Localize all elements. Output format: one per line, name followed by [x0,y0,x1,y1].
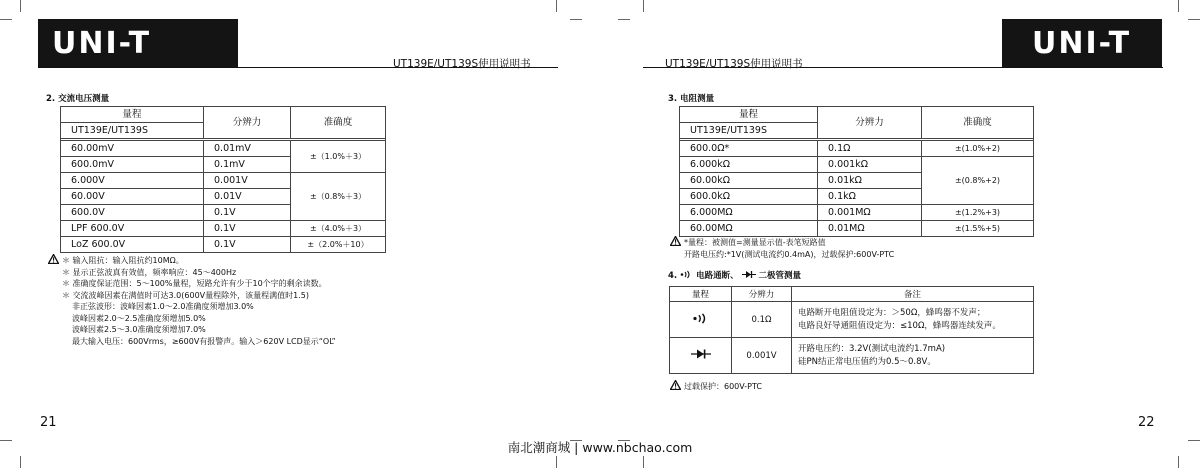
resolution-cell: 0.1Ω [732,302,792,338]
note-line: 波峰因素2.5～3.0准确度须增加7.0% [72,325,206,334]
brand-logo-right: UNI-T [1032,26,1132,61]
crop-mark [20,456,21,468]
crop-mark [0,19,12,20]
accuracy-cell: ±（1.0%＋3） [291,141,386,173]
note-line: 波峰因素2.0～2.5准确度须增加5.0% [72,313,206,323]
crop-mark [570,19,582,20]
range-cell: 60.00V [61,189,204,205]
diode-icon [691,353,711,363]
accuracy-cell: ±（2.0%＋10） [291,237,386,253]
header-resolution: 分辨力 [818,107,922,139]
range-cell [670,338,732,374]
header-accuracy: 准确度 [922,107,1034,139]
section-number: 4. [668,271,678,281]
footer-watermark: 南北潮商城 | www.nbchao.com [507,440,693,455]
crop-mark [556,456,557,468]
remark-line: 开路电压约：3.2V(测试电流约1.7mA) [798,343,946,354]
note-line: 过载保护：600V-PTC [684,382,762,391]
range-cell: 60.00MΩ [680,221,818,237]
resolution-cell: 0.001V [732,338,792,374]
accuracy-cell: ±（0.8%＋3） [291,173,386,221]
resolution-cell: 0.01MΩ [818,221,922,237]
notes-resistance [670,236,894,260]
note-line: *量程：被测值=测量显示值-表笔短路值 [684,238,826,247]
diode-icon [742,270,756,282]
remark-line: 硅PN结正常电压值约为0.5～0.8V。 [798,356,936,367]
crop-mark [556,0,557,12]
range-cell: 600.0Ω* [680,141,818,157]
remark-line: 电路断开电阻值设定为：＞50Ω，蜂鸣器不发声； [798,307,986,318]
accuracy-cell: ±（4.0%＋3） [291,221,386,237]
resolution-cell: 0.001MΩ [818,205,922,221]
crop-mark [643,456,644,468]
range-cell: LPF 600.0V [61,221,204,237]
section-label: 二极管测量 [758,271,802,281]
header-range: 量程 [670,287,732,302]
resolution-cell: 0.01V [204,189,291,205]
accuracy-cell: ±(1.2%+3) [922,205,1034,221]
header-range: 量程 [61,107,204,123]
page-number-right: 22 [1138,415,1155,430]
crop-mark [618,19,630,20]
resolution-cell: 0.1Ω [818,141,922,157]
remark-cell [792,302,1034,338]
header-accuracy: 准确度 [291,107,386,139]
range-cell: 60.00mV [61,141,204,157]
note-line: 最大输入电压：600Vrms，≥600V有报警声。输入＞620V LCD显示“OL” [72,336,336,346]
header-range: 量程 [680,107,818,123]
header-model: UT139E/UT139S [680,123,818,139]
resolution-cell: 0.1V [204,237,291,253]
continuity-diode-table [669,286,1034,374]
crop-mark [1178,456,1179,468]
resistance-spec-table [679,106,1034,237]
resolution-cell: 0.001kΩ [818,157,922,173]
section-label: 电路通断、 [696,271,739,281]
header-title-left: UT139E/UT139S使用说明书 [393,58,531,70]
page-number-left: 21 [40,415,57,430]
section-title-continuity-diode [668,269,801,282]
note-line: ＊ 显示正弦波真有效值，频率响应：45～400Hz [62,267,237,277]
continuity-icon [692,317,710,327]
crop-mark [1178,0,1179,12]
note-line: 非正弦波形：波峰因素1.0～2.0准确度须增加3.0% [72,302,254,311]
resolution-cell: 0.001V [204,173,291,189]
accuracy-cell: ±(1.5%+5) [922,221,1034,237]
overload-note [670,380,762,393]
range-cell: 600.0mV [61,157,204,173]
range-cell: 6.000V [61,173,204,189]
warning-icon [670,236,681,246]
range-cell: 600.0V [61,205,204,221]
notes-ac-voltage [48,254,336,347]
crop-mark [1188,19,1200,20]
range-cell: LoZ 600.0V [61,237,204,253]
resolution-cell: 0.01mV [204,141,291,157]
accuracy-cell: ±(1.0%+2) [922,141,1034,157]
note-line: 开路电压约:*1V(测试电流约0.4mA)，过载保护:600V-PTC [684,249,895,259]
note-line: ＊ 交流波峰因素在满值时可达3.0(600V量程除外，该量程满值时1.5) [62,290,309,300]
range-cell [670,302,732,338]
resolution-cell: 0.1kΩ [818,189,922,205]
note-line: ＊ 输入阻抗：输入阻抗约10MΩ。 [62,256,184,265]
continuity-icon [680,270,693,282]
resolution-cell: 0.01kΩ [818,173,922,189]
range-cell: 60.00kΩ [680,173,818,189]
header-resolution: 分辨力 [204,107,291,139]
header-remark: 备注 [792,287,1034,302]
resolution-cell: 0.1V [204,205,291,221]
brand-logo-left: UNI-T [52,26,152,61]
section-title-resistance: 3. 电阻测量 [668,94,715,104]
warning-icon [670,380,681,390]
remark-cell [792,338,1034,374]
crop-mark [643,0,644,12]
crop-mark [20,0,21,12]
accuracy-cell: ±(0.8%+2) [922,157,1034,205]
section-title-ac-voltage: 2. 交流电压测量 [46,94,110,104]
ac-voltage-spec-table [60,106,386,253]
remark-line: 电路良好导通阻值设定为：≤10Ω，蜂鸣器连续发声。 [798,320,1001,331]
header-resolution: 分辨力 [732,287,792,302]
resolution-cell: 0.1mV [204,157,291,173]
range-cell: 6.000MΩ [680,205,818,221]
header-title-right: UT139E/UT139S使用说明书 [665,58,803,70]
header-model: UT139E/UT139S [61,123,204,139]
range-cell: 6.000kΩ [680,157,818,173]
warning-icon [48,254,59,264]
range-cell: 600.0kΩ [680,189,818,205]
resolution-cell: 0.1V [204,221,291,237]
note-line: ＊ 准确度保证范围：5～100%量程，短路允许有少于10个字的剩余读数。 [62,279,327,288]
